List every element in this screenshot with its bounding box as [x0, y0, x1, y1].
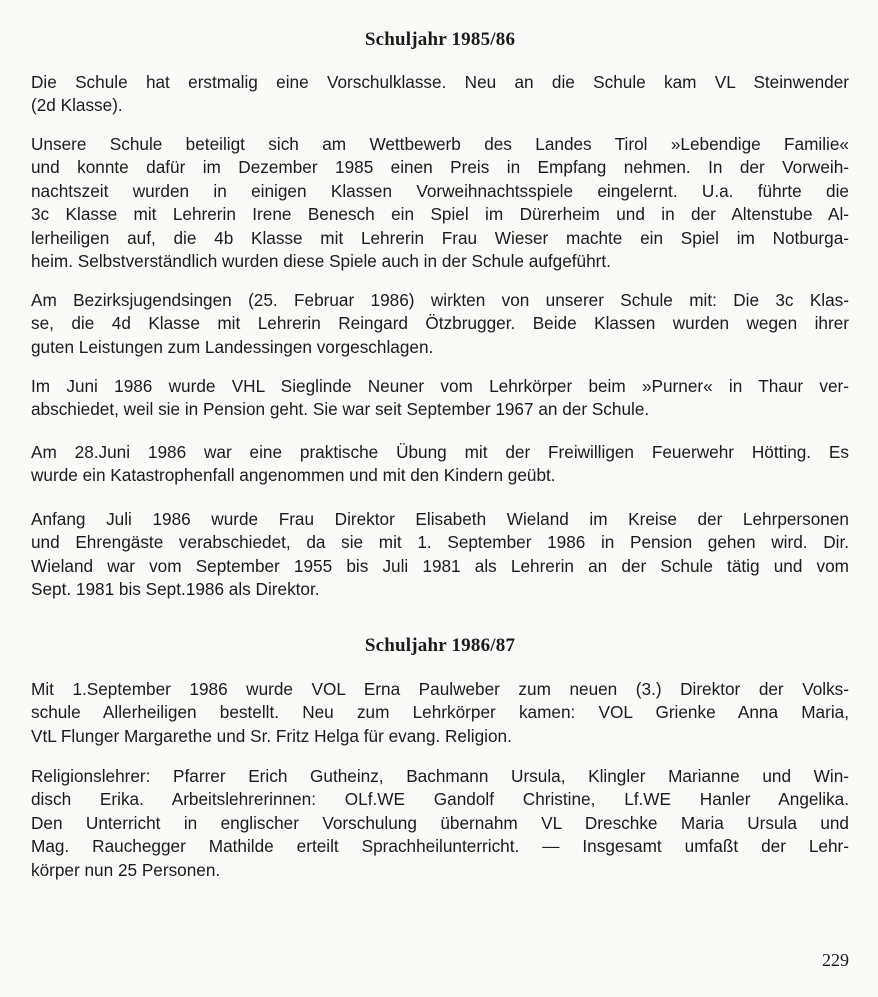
- text-line: Sept. 1981 bis Sept.1986 als Direktor.: [31, 579, 320, 600]
- text-line: guten Leistungen zum Landessingen vorgeschlagen.: [31, 336, 434, 357]
- paragraph-vorschulklasse: [31, 71, 849, 118]
- section-heading-1986-87: Schuljahr 1986/87: [364, 635, 516, 656]
- text-line: und konnte dafür im Dezember 1985 einen Preis in Empfang nehmen. In der Vorweih-: [31, 157, 849, 178]
- text-line: Wieland war vom September 1955 bis Juli 1981 als Lehrerin an der Schule tätig und vom: [31, 555, 849, 576]
- text-line: Religionslehrer: Pfarrer Erich Gutheinz, Bachmann Ursula, Klingler Marianne und Win-: [31, 766, 849, 786]
- text-line: (2d Klasse).: [31, 95, 123, 116]
- paragraph-wieland: [31, 508, 849, 602]
- section-heading-1985-86: Schuljahr 1985/86: [364, 29, 516, 50]
- text-line: se, die 4d Klasse mit Lehrerin Reingard Ötzbrugger. Beide Klassen wurden wegen ihrer: [31, 313, 849, 334]
- text-line: Im Juni 1986 wurde VHL Sieglinde Neuner vom Lehrkörper beim »Purner« in Thaur ver-: [31, 376, 849, 396]
- text-line: nachtszeit wurden in einigen Klassen Vorweihnachtsspiele eingelernt. U.a. führte die: [31, 180, 849, 201]
- paragraph-feuerwehr: [31, 441, 849, 488]
- document-page: [31, 0, 849, 997]
- paragraph-juni-1986: [31, 375, 849, 422]
- text-line: Am 28.Juni 1986 war eine praktische Übung mit der Freiwilligen Feuerwehr Hötting. Es: [31, 442, 849, 462]
- text-line: und Ehrengäste verabschiedet, da sie mit 1. September 1986 in Pension gehen wird. Dir.: [31, 532, 849, 553]
- text-line: schule Allerheiligen bestellt. Neu zum Lehrkörper kamen: VOL Grienke Anna Maria,: [31, 702, 849, 723]
- page-number: 229: [822, 950, 849, 970]
- text-line: Mag. Rauchegger Mathilde erteilt Sprachheilunterricht. — Insgesamt umfaßt der Lehr-: [31, 836, 849, 857]
- paragraph-paulweber: [31, 678, 849, 748]
- text-line: körper nun 25 Personen.: [31, 859, 221, 880]
- text-line: heim. Selbstverständlich wurden diese Spiele auch in der Schule aufgeführt.: [31, 251, 611, 272]
- paragraph-wettbewerb: [31, 133, 849, 273]
- text-line: Unsere Schule beteiligt sich am Wettbewerb des Landes Tirol »Lebendige Familie«: [31, 134, 849, 154]
- text-line: abschiedet, weil sie in Pension geht. Sie war seit September 1967 an der Schule.: [31, 399, 650, 420]
- text-line: Die Schule hat erstmalig eine Vorschulklasse. Neu an die Schule kam VL Steinwender: [31, 72, 849, 92]
- text-line: Am Bezirksjugendsingen (25. Februar 1986) wirkten von unserer Schule mit: Die 3c Klas-: [31, 290, 849, 310]
- paragraph-bezirksjugendsingen: [31, 289, 849, 359]
- paragraph-religionslehrer: [31, 765, 849, 882]
- text-line: 3c Klasse mit Lehrerin Irene Benesch ein Spiel im Dürerheim und in der Altenstube Al-: [31, 204, 849, 225]
- text-line: wurde ein Katastrophenfall angenommen und mit den Kindern geübt.: [31, 465, 556, 486]
- text-line: lerheiligen auf, die 4b Klasse mit Lehrerin Frau Wieser machte ein Spiel im Notburga-: [31, 227, 849, 248]
- text-line: Anfang Juli 1986 wurde Frau Direktor Elisabeth Wieland im Kreise der Lehrpersonen: [31, 509, 849, 529]
- text-line: Mit 1.September 1986 wurde VOL Erna Paulweber zum neuen (3.) Direktor der Volks-: [31, 679, 849, 699]
- text-line: VtL Flunger Margarethe und Sr. Fritz Helga für evang. Religion.: [31, 725, 512, 746]
- text-line: Den Unterricht in englischer Vorschulung übernahm VL Dreschke Maria Ursula und: [31, 812, 849, 833]
- text-line: disch Erika. Arbeitslehrerinnen: OLf.WE Gandolf Christine, Lf.WE Hanler Angelika.: [31, 789, 849, 810]
